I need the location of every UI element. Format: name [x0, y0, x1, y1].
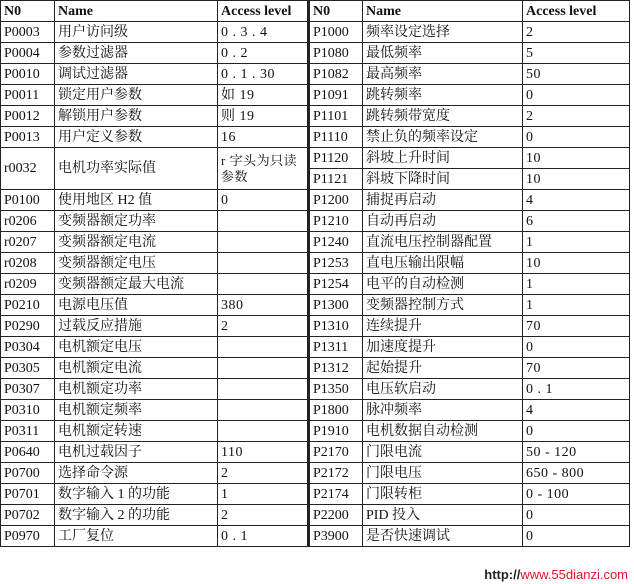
- param-name-right: 是否快速调试: [363, 526, 523, 547]
- param-no-right: P1080: [309, 43, 363, 64]
- param-no-right: P1310: [309, 316, 363, 337]
- param-name-left: 使用地区 H2 值: [55, 190, 218, 211]
- param-name-right: 门限电流: [363, 442, 523, 463]
- table-body: [1, 22, 630, 547]
- param-level-left: 16: [218, 127, 309, 148]
- param-no-left: P0305: [1, 358, 55, 379]
- param-name-left: 电机额定频率: [55, 400, 218, 421]
- param-name-right: 连续提升: [363, 316, 523, 337]
- table-row: [1, 337, 630, 358]
- param-name-left: 工厂复位: [55, 526, 218, 547]
- watermark-prefix: http://: [484, 567, 521, 582]
- param-level-left: r 字头为只读参数: [218, 148, 309, 190]
- param-level-left: [218, 232, 309, 253]
- param-level-left: [218, 253, 309, 274]
- param-no-left: P0210: [1, 295, 55, 316]
- param-no-left: P0290: [1, 316, 55, 337]
- watermark: [484, 567, 628, 582]
- param-name-right: 最高频率: [363, 64, 523, 85]
- param-no-right: P1300: [309, 295, 363, 316]
- table-row: [1, 253, 630, 274]
- param-no-left: P0307: [1, 379, 55, 400]
- table-row: [1, 295, 630, 316]
- param-no-right: P1120: [309, 148, 363, 169]
- param-level-right: 2: [523, 106, 630, 127]
- table-row: [1, 22, 630, 43]
- param-level-right: 10: [523, 253, 630, 274]
- param-level-right: 0: [523, 421, 630, 442]
- param-level-left: 0: [218, 190, 309, 211]
- param-name-right: 起始提升: [363, 358, 523, 379]
- param-name-right: 电平的自动检测: [363, 274, 523, 295]
- param-no-right: P2200: [309, 505, 363, 526]
- param-no-right: P1800: [309, 400, 363, 421]
- param-name-right: 电压软启动: [363, 379, 523, 400]
- param-name-left: 数字输入 1 的功能: [55, 484, 218, 505]
- param-no-left: P0701: [1, 484, 55, 505]
- param-no-right: P1240: [309, 232, 363, 253]
- table-row: [1, 211, 630, 232]
- param-name-right: 跳转频带宽度: [363, 106, 523, 127]
- table-row: [1, 148, 630, 169]
- param-no-right: P3900: [309, 526, 363, 547]
- param-name-left: 电源电压值: [55, 295, 218, 316]
- table-row: [1, 400, 630, 421]
- param-level-right: 1: [523, 232, 630, 253]
- param-level-left: 0 . 2: [218, 43, 309, 64]
- param-level-right: 1: [523, 274, 630, 295]
- param-level-left: 2: [218, 463, 309, 484]
- param-no-right: P2174: [309, 484, 363, 505]
- param-level-left: 0 . 3 . 4: [218, 22, 309, 43]
- param-name-right: 斜坡下降时间: [363, 169, 523, 190]
- param-name-left: 电机额定转速: [55, 421, 218, 442]
- param-no-right: P2170: [309, 442, 363, 463]
- param-level-left: 1: [218, 484, 309, 505]
- param-name-left: 变频器额定电压: [55, 253, 218, 274]
- param-level-right: 5: [523, 43, 630, 64]
- param-no-right: P1910: [309, 421, 363, 442]
- param-no-left: P0010: [1, 64, 55, 85]
- param-name-left: 锁定用户参数: [55, 85, 218, 106]
- param-level-right: 10: [523, 169, 630, 190]
- param-no-left: P0012: [1, 106, 55, 127]
- param-level-right: 70: [523, 316, 630, 337]
- param-no-right: P1254: [309, 274, 363, 295]
- param-name-right: 门限电压: [363, 463, 523, 484]
- param-name-right: 电机数据自动检测: [363, 421, 523, 442]
- param-no-right: P1110: [309, 127, 363, 148]
- param-level-right: 0: [523, 337, 630, 358]
- param-name-left: 解锁用户参数: [55, 106, 218, 127]
- param-no-right: P1210: [309, 211, 363, 232]
- param-level-right: 2: [523, 22, 630, 43]
- param-name-right: 加速度提升: [363, 337, 523, 358]
- param-name-left: 选择命令源: [55, 463, 218, 484]
- param-no-right: P1200: [309, 190, 363, 211]
- param-level-left: [218, 211, 309, 232]
- param-level-left: 则 19: [218, 106, 309, 127]
- param-no-left: r0032: [1, 148, 55, 190]
- table-row: [1, 442, 630, 463]
- param-name-left: 电机过载因子: [55, 442, 218, 463]
- param-level-left: [218, 379, 309, 400]
- table-row: [1, 526, 630, 547]
- table-row: [1, 43, 630, 64]
- param-level-right: 50: [523, 64, 630, 85]
- param-no-right: P1312: [309, 358, 363, 379]
- param-no-left: P0311: [1, 421, 55, 442]
- param-name-right: 变频器控制方式: [363, 295, 523, 316]
- param-level-left: 2: [218, 505, 309, 526]
- param-level-right: 50 - 120: [523, 442, 630, 463]
- table-row: [1, 463, 630, 484]
- param-no-left: P0011: [1, 85, 55, 106]
- param-name-left: 变频器额定电流: [55, 232, 218, 253]
- param-level-left: [218, 337, 309, 358]
- param-level-right: 4: [523, 400, 630, 421]
- param-no-left: r0207: [1, 232, 55, 253]
- param-level-left: [218, 421, 309, 442]
- param-no-left: r0209: [1, 274, 55, 295]
- param-name-left: 过载反应措施: [55, 316, 218, 337]
- param-name-left: 电机功率实际值: [55, 148, 218, 190]
- table-row: [1, 274, 630, 295]
- param-name-right: 门限转柜: [363, 484, 523, 505]
- param-level-right: 70: [523, 358, 630, 379]
- param-no-right: P1121: [309, 169, 363, 190]
- param-no-left: P0702: [1, 505, 55, 526]
- header-level-right: Access level: [523, 1, 630, 22]
- param-name-right: 自动再启动: [363, 211, 523, 232]
- param-no-left: P0004: [1, 43, 55, 64]
- param-name-right: 最低频率: [363, 43, 523, 64]
- param-name-left: 变频器额定功率: [55, 211, 218, 232]
- param-level-left: 0 . 1 . 30: [218, 64, 309, 85]
- param-name-left: 用户定义参数: [55, 127, 218, 148]
- param-no-left: r0206: [1, 211, 55, 232]
- param-no-left: P0013: [1, 127, 55, 148]
- param-no-left: P0100: [1, 190, 55, 211]
- param-name-right: 直流电压控制器配置: [363, 232, 523, 253]
- param-name-right: PID 投入: [363, 505, 523, 526]
- param-no-right: P1311: [309, 337, 363, 358]
- param-name-left: 电机额定功率: [55, 379, 218, 400]
- table-row: [1, 505, 630, 526]
- header-row: [1, 1, 630, 22]
- param-name-right: 频率设定选择: [363, 22, 523, 43]
- table-row: [1, 85, 630, 106]
- table-row: [1, 232, 630, 253]
- table-row: [1, 484, 630, 505]
- param-level-left: 如 19: [218, 85, 309, 106]
- param-no-right: P2172: [309, 463, 363, 484]
- param-name-right: 直电压输出限幅: [363, 253, 523, 274]
- header-name-right: Name: [363, 1, 523, 22]
- param-level-left: 2: [218, 316, 309, 337]
- param-level-left: 380: [218, 295, 309, 316]
- param-level-left: [218, 358, 309, 379]
- table-row: [1, 106, 630, 127]
- param-level-left: 110: [218, 442, 309, 463]
- param-level-right: 1: [523, 295, 630, 316]
- param-no-left: P0304: [1, 337, 55, 358]
- param-no-left: P0310: [1, 400, 55, 421]
- param-no-right: P1101: [309, 106, 363, 127]
- param-level-left: [218, 400, 309, 421]
- param-name-right: 捕捉再启动: [363, 190, 523, 211]
- param-no-right: P1253: [309, 253, 363, 274]
- param-name-right: 禁止负的频率设定: [363, 127, 523, 148]
- param-name-left: 变频器额定最大电流: [55, 274, 218, 295]
- param-level-right: 4: [523, 190, 630, 211]
- param-no-right: P1091: [309, 85, 363, 106]
- table-row: [1, 316, 630, 337]
- param-name-left: 数字输入 2 的功能: [55, 505, 218, 526]
- param-name-left: 用户访问级: [55, 22, 218, 43]
- param-no-right: P1000: [309, 22, 363, 43]
- param-no-left: P0700: [1, 463, 55, 484]
- param-no-left: r0208: [1, 253, 55, 274]
- header-name-left: Name: [55, 1, 218, 22]
- table-row: [1, 64, 630, 85]
- watermark-site: www.55dianzi.com: [520, 567, 628, 582]
- table-row: [1, 127, 630, 148]
- param-name-left: 电机额定电压: [55, 337, 218, 358]
- param-level-right: 10: [523, 148, 630, 169]
- param-no-right: P1350: [309, 379, 363, 400]
- header-no-left: N0: [1, 1, 55, 22]
- param-name-right: 斜坡上升时间: [363, 148, 523, 169]
- header-level-left: Access level: [218, 1, 309, 22]
- param-no-left: P0970: [1, 526, 55, 547]
- param-name-right: 跳转频率: [363, 85, 523, 106]
- param-no-left: P0640: [1, 442, 55, 463]
- param-name-left: 调试过滤器: [55, 64, 218, 85]
- param-level-left: 0 . 1: [218, 526, 309, 547]
- table-row: [1, 421, 630, 442]
- param-level-right: 0 - 100: [523, 484, 630, 505]
- header-no-right: N0: [309, 1, 363, 22]
- table-row: [1, 190, 630, 211]
- param-level-right: 650 - 800: [523, 463, 630, 484]
- param-level-right: 0: [523, 505, 630, 526]
- param-level-left: [218, 274, 309, 295]
- param-name-left: 参数过滤器: [55, 43, 218, 64]
- param-level-right: 0 . 1: [523, 379, 630, 400]
- table-row: [1, 358, 630, 379]
- param-name-right: 脉冲频率: [363, 400, 523, 421]
- table-row: [1, 379, 630, 400]
- param-no-right: P1082: [309, 64, 363, 85]
- param-level-right: 6: [523, 211, 630, 232]
- param-name-left: 电机额定电流: [55, 358, 218, 379]
- param-level-right: 0: [523, 526, 630, 547]
- param-level-right: 0: [523, 127, 630, 148]
- param-no-left: P0003: [1, 22, 55, 43]
- param-level-right: 0: [523, 85, 630, 106]
